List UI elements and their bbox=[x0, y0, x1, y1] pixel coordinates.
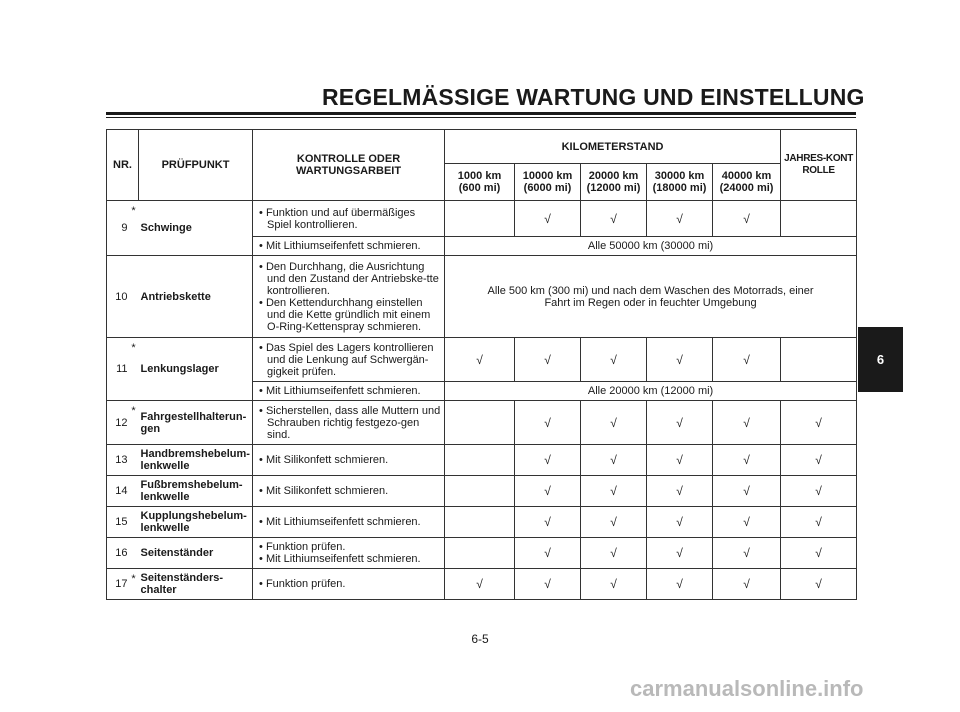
check-cell: √ bbox=[713, 476, 781, 507]
interval-3: 20000 km (12000 mi) bbox=[581, 164, 647, 201]
row-item: Kupplungshebelum-lenkwelle bbox=[139, 507, 253, 538]
table-row bbox=[107, 201, 857, 237]
check-cell: √ bbox=[581, 507, 647, 538]
row-work: • Mit Lithiumseifenfett schmieren. bbox=[253, 382, 445, 401]
row-star bbox=[129, 538, 139, 569]
header-km-group: KILOMETERSTAND bbox=[445, 130, 781, 164]
check-cell bbox=[445, 445, 515, 476]
table-row bbox=[107, 445, 857, 476]
check-cell: √ bbox=[713, 507, 781, 538]
check-cell: √ bbox=[647, 507, 713, 538]
check-cell: √ bbox=[647, 445, 713, 476]
row-item: Fußbremshebelum-lenkwelle bbox=[139, 476, 253, 507]
check-cell: √ bbox=[647, 538, 713, 569]
check-cell: √ bbox=[647, 401, 713, 445]
row-work: • Funktion und auf übermäßiges Spiel kontrollieren. bbox=[253, 201, 445, 237]
row-work: • Mit Lithiumseifenfett schmieren. bbox=[253, 507, 445, 538]
row-item: Schwinge bbox=[139, 201, 253, 256]
row-nr: 14 bbox=[107, 476, 129, 507]
check-cell: √ bbox=[581, 538, 647, 569]
row-work: • Den Durchhang, die Ausrichtung und den Zustand der Antriebske-tte kontrollieren. • Den Kettendurchhang einstellen und die Kette gründlich mit einem O-Ring-Kettenspray schmieren. bbox=[253, 256, 445, 338]
check-cell: √ bbox=[515, 401, 581, 445]
interval-note: Alle 500 km (300 mi) und nach dem Waschen des Motorrads, einer Fahrt im Regen oder in feuchter Umgebung bbox=[445, 256, 857, 338]
table-row bbox=[107, 569, 857, 600]
row-item: Fahrgestellhalterun-gen bbox=[139, 401, 253, 445]
header-item: PRÜFPUNKT bbox=[139, 130, 253, 201]
row-nr: 17 bbox=[107, 569, 129, 600]
check-cell: √ bbox=[781, 401, 857, 445]
row-star bbox=[129, 256, 139, 338]
row-item: Handbremshebelum-lenkwelle bbox=[139, 445, 253, 476]
row-nr: 11 bbox=[107, 338, 129, 401]
row-nr: 12 bbox=[107, 401, 129, 445]
check-cell bbox=[445, 507, 515, 538]
check-cell: √ bbox=[781, 569, 857, 600]
header-nr: NR. bbox=[107, 130, 139, 201]
check-cell: √ bbox=[515, 338, 581, 382]
check-cell: √ bbox=[781, 445, 857, 476]
row-work: • Sicherstellen, dass alle Muttern und Schrauben richtig festgezo-gen sind. bbox=[253, 401, 445, 445]
check-cell: √ bbox=[647, 569, 713, 600]
row-star: * bbox=[129, 401, 139, 445]
check-cell: √ bbox=[713, 445, 781, 476]
check-cell: √ bbox=[781, 476, 857, 507]
row-nr: 10 bbox=[107, 256, 129, 338]
check-cell: √ bbox=[713, 338, 781, 382]
row-nr: 9 bbox=[107, 201, 129, 256]
check-cell: √ bbox=[581, 569, 647, 600]
table-row bbox=[107, 401, 857, 445]
check-cell: √ bbox=[781, 507, 857, 538]
table-row bbox=[107, 538, 857, 569]
check-cell: √ bbox=[581, 338, 647, 382]
check-cell: √ bbox=[515, 538, 581, 569]
row-work: • Mit Lithiumseifenfett schmieren. bbox=[253, 237, 445, 256]
check-cell: √ bbox=[647, 201, 713, 237]
watermark: carmanualsonline.info bbox=[630, 676, 864, 701]
row-nr: 13 bbox=[107, 445, 129, 476]
check-cell: √ bbox=[781, 538, 857, 569]
check-cell: √ bbox=[647, 338, 713, 382]
row-item: Seitenständer bbox=[139, 538, 253, 569]
row-star bbox=[129, 476, 139, 507]
title-rule-thin bbox=[106, 117, 856, 118]
header-annual: JAHRES-KONTROLLE bbox=[781, 130, 857, 201]
row-star: * bbox=[129, 338, 139, 401]
check-cell bbox=[445, 476, 515, 507]
check-cell: √ bbox=[581, 476, 647, 507]
row-work: • Mit Silikonfett schmieren. bbox=[253, 445, 445, 476]
check-cell: √ bbox=[581, 201, 647, 237]
check-cell bbox=[445, 201, 515, 237]
row-item: Seitenständers-chalter bbox=[139, 569, 253, 600]
row-star: * bbox=[129, 201, 139, 256]
check-cell: √ bbox=[515, 507, 581, 538]
check-cell: √ bbox=[581, 401, 647, 445]
check-cell: √ bbox=[515, 201, 581, 237]
check-cell bbox=[445, 538, 515, 569]
check-cell: √ bbox=[713, 201, 781, 237]
interval-2: 10000 km (6000 mi) bbox=[515, 164, 581, 201]
maintenance-table bbox=[106, 129, 857, 600]
row-work: • Das Spiel des Lagers kontrollieren und die Lenkung auf Schwergän-gigkeit prüfen. bbox=[253, 338, 445, 382]
interval-note: Alle 50000 km (30000 mi) bbox=[445, 237, 857, 256]
check-cell: √ bbox=[713, 401, 781, 445]
row-nr: 15 bbox=[107, 507, 129, 538]
title-rule bbox=[106, 112, 856, 115]
check-cell: √ bbox=[581, 445, 647, 476]
check-cell: √ bbox=[445, 569, 515, 600]
check-cell bbox=[445, 401, 515, 445]
page-number: 6-5 bbox=[471, 632, 489, 646]
row-work: • Mit Silikonfett schmieren. bbox=[253, 476, 445, 507]
row-star bbox=[129, 507, 139, 538]
interval-4: 30000 km (18000 mi) bbox=[647, 164, 713, 201]
row-nr: 16 bbox=[107, 538, 129, 569]
check-cell bbox=[781, 338, 857, 382]
interval-note: Alle 20000 km (12000 mi) bbox=[445, 382, 857, 401]
row-star: * bbox=[129, 569, 139, 600]
row-star bbox=[129, 445, 139, 476]
table-header-row bbox=[107, 130, 857, 164]
table-row bbox=[107, 507, 857, 538]
check-cell: √ bbox=[515, 445, 581, 476]
table-row bbox=[107, 476, 857, 507]
header-work: KONTROLLE ODER WARTUNGSARBEIT bbox=[253, 130, 445, 201]
check-cell: √ bbox=[647, 476, 713, 507]
row-item: Lenkungslager bbox=[139, 338, 253, 401]
check-cell: √ bbox=[713, 569, 781, 600]
check-cell bbox=[781, 201, 857, 237]
check-cell: √ bbox=[515, 476, 581, 507]
chapter-tab: 6 bbox=[858, 327, 903, 392]
check-cell: √ bbox=[515, 569, 581, 600]
table-row bbox=[107, 338, 857, 382]
interval-5: 40000 km (24000 mi) bbox=[713, 164, 781, 201]
table-row bbox=[107, 256, 857, 338]
row-item: Antriebskette bbox=[139, 256, 253, 338]
row-work: • Funktion prüfen. • Mit Lithiumseifenfett schmieren. bbox=[253, 538, 445, 569]
row-work: • Funktion prüfen. bbox=[253, 569, 445, 600]
check-cell: √ bbox=[445, 338, 515, 382]
check-cell: √ bbox=[713, 538, 781, 569]
interval-1: 1000 km (600 mi) bbox=[445, 164, 515, 201]
page-title: REGELMÄSSIGE WARTUNG UND EINSTELLUNG bbox=[322, 84, 865, 110]
